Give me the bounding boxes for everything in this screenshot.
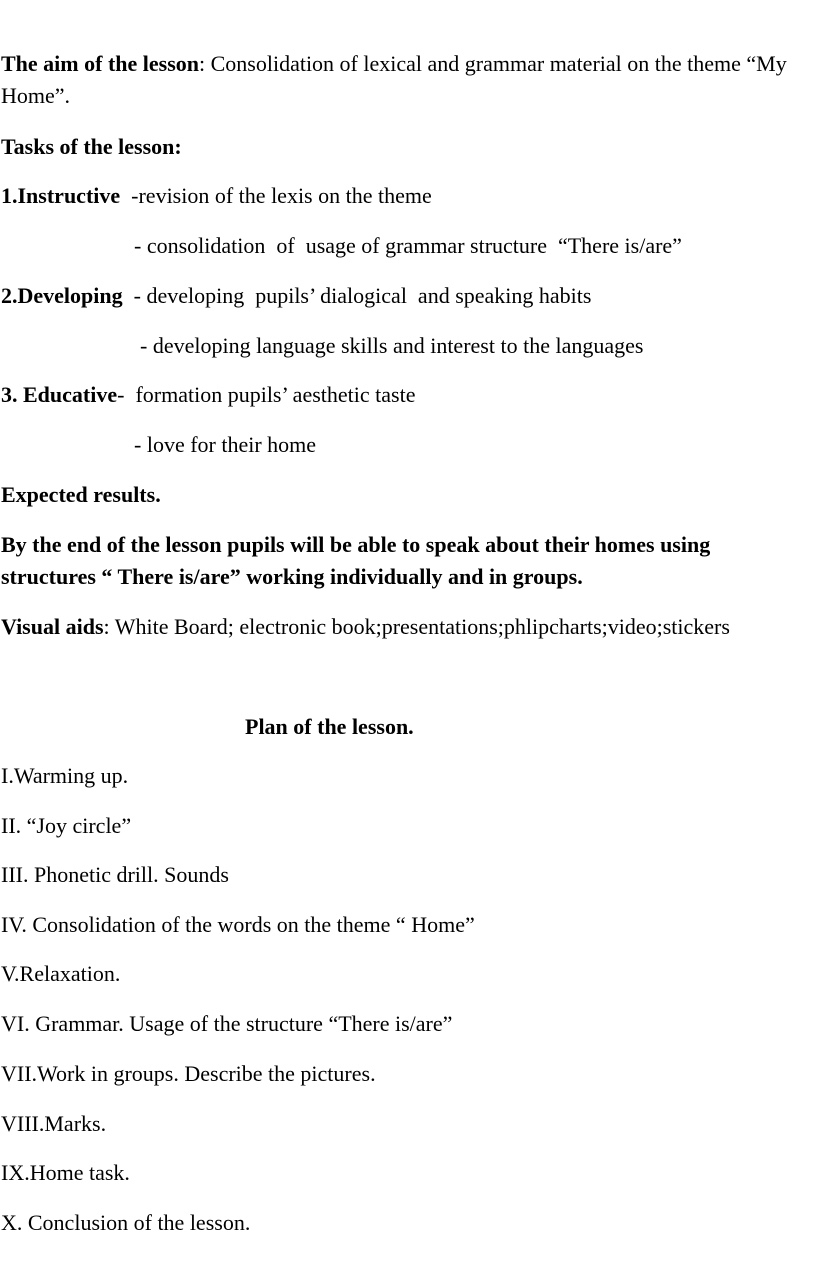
plan-item: VI. Grammar. Usage of the structure “There is/are” xyxy=(1,1011,453,1036)
task-instructive xyxy=(1,180,432,212)
expected-text: By the end of the lesson pupils will be able to speak about their homes using structures “ There is/are” working individually and in groups. xyxy=(1,532,711,589)
tasks-heading: Tasks of the lesson: xyxy=(1,134,182,159)
visual-aids xyxy=(1,611,730,643)
task-educative-label: 3. Educative xyxy=(1,382,118,407)
plan-item: I.Warming up. xyxy=(1,763,129,788)
aim-text: : Consolidation of lexical and grammar material on the theme “My Home”. xyxy=(1,51,787,108)
plan-item: X. Conclusion of the lesson. xyxy=(1,1210,251,1235)
task-developing xyxy=(1,280,591,312)
task-developing-label: 2.Developing xyxy=(1,283,123,308)
task-educative-first: - formation pupils’ aesthetic taste xyxy=(117,382,416,407)
visual-aids-text: : White Board; electronic book;presentations;phlipcharts;video;stickers xyxy=(103,614,730,639)
plan-item: IV. Consolidation of the words on the theme “ Home” xyxy=(1,912,475,937)
plan-item: IX.Home task. xyxy=(1,1160,130,1185)
plan-item: II. “Joy circle” xyxy=(1,813,132,838)
task-instructive-second: - consolidation of usage of grammar structure “There is/are” xyxy=(134,233,682,258)
task-educative-second: - love for their home xyxy=(134,432,317,457)
aim-label: The aim of the lesson xyxy=(1,51,199,76)
visual-aids-label: Visual aids xyxy=(1,614,104,639)
task-instructive-first: -revision of the lexis on the theme xyxy=(120,183,432,208)
plan-item: VII.Work in groups. Describe the pictures. xyxy=(1,1061,376,1086)
task-instructive-label: 1.Instructive xyxy=(1,183,121,208)
plan-item: V.Relaxation. xyxy=(1,961,121,986)
aim-paragraph xyxy=(1,48,801,112)
expected-heading: Expected results. xyxy=(1,482,161,507)
plan-item: VIII.Marks. xyxy=(1,1111,107,1136)
plan-heading: Plan of the lesson. xyxy=(245,714,414,739)
task-developing-first: - developing pupils’ dialogical and speaking habits xyxy=(122,283,592,308)
plan-item: III. Phonetic drill. Sounds xyxy=(1,862,229,887)
task-developing-second: - developing language skills and interest to the languages xyxy=(140,333,644,358)
task-educative xyxy=(1,379,415,411)
